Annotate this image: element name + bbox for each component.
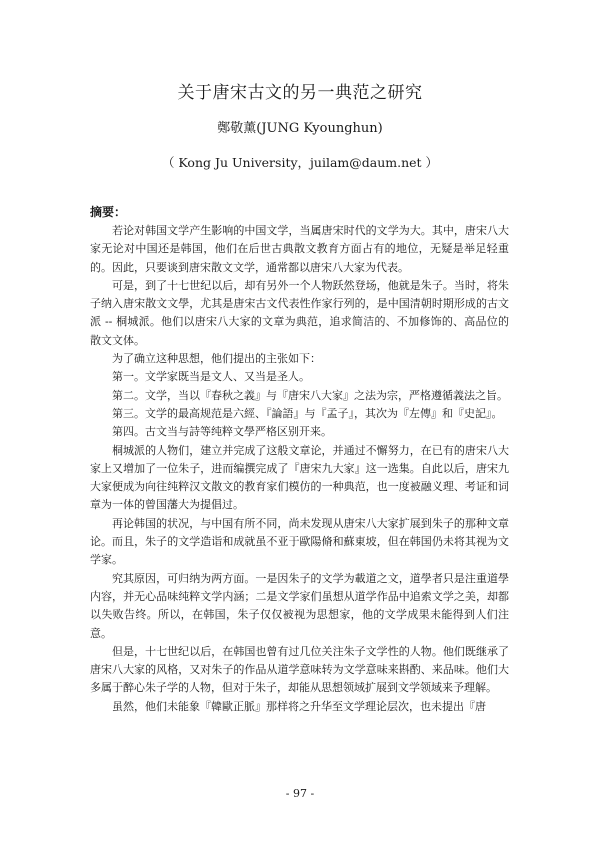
abstract-body — [90, 222, 509, 716]
page-number: - 97 - — [285, 787, 315, 800]
author-name: 鄭敬薰(JUNG Kyounghun) — [217, 121, 383, 136]
abstract-paragraph: 第一。文学家既当是文人、又当是圣人。 — [112, 370, 310, 384]
abstract-paragraph: 再论韩国的状况，与中国有所不同，尚未发现从唐宋八大家扩展到朱子的那种文章论。而且，朱子的文学造诣和成就虽不亚于歐陽脩和蘇東坡，但在韩国仍未将其视为文学家。 — [90, 516, 509, 567]
abstract-paragraph: 虽然，他们未能象『韓歐正脈』那样将之升华至文学理论层次，也未提出『唐 — [112, 699, 486, 713]
abstract-heading: 摘要： — [90, 205, 127, 219]
abstract-paragraph: 若论对韩国文学产生影响的中国文学，当属唐宋时代的文学为大。其中，唐宋八大家无论对中国还是韩国，他们在后世古典散文教育方面占有的地位，无疑是举足轻重的。因此，只要谈到唐宋散文文学，通常都以唐宋八大家为代表。 — [90, 224, 509, 274]
abstract-paragraph: 为了确立这种思想，他们提出的主张如下： — [112, 352, 321, 366]
abstract-paragraph: 但是，十七世纪以后，在韩国也曾有过几位关注朱子文学性的人物。他们既继承了唐宋八大家的风格，又对朱子的作品从道学意味转为文学意味来斟酌、来品味。他们大多属于醉心朱子学的人物，但对于朱子，却能从思想领域扩展到文学领域来予理解。 — [90, 644, 509, 695]
abstract-paragraph: 桐城派的人物们，建立并完成了这般文章论，并通过不懈努力，在已有的唐宋八大家上又增加了一位朱子，进而编撰完成了『唐宋九大家』这一选集。自此以后，唐宋九大家便成为向往纯粹汉文散文的教育家们模仿的一种典范，也一度被融义理、考证和词章为一体的曾国藩大为提倡过。 — [90, 443, 509, 512]
abstract-paragraph: 第四。古文当与詩等纯粹文學严格区别开来。 — [112, 425, 332, 439]
author-affiliation: （ Kong Ju University，juilam@daum.net ） — [161, 155, 439, 170]
abstract-paragraph: 究其原因，可归纳为两方面。一是因朱子的文学为載道之文，道學者只是注重道學内容，并无心品味纯粹文学内涵；二是文学家们虽想从道学作品中追索文学之美，却都以失败告终。所以，在韩国，朱子仅仅被视为思想家，他的文学成果未能得到人们注意。 — [90, 571, 509, 640]
abstract-paragraph: 第二。文学，当以『春秋之義』与『唐宋八大家』之法为宗，严格遵循義法之旨。 — [112, 388, 508, 402]
abstract-paragraph: 第三。文学的最高规范是六經、『論語』与『孟子』，其次为『左傳』和『史記』。 — [112, 406, 503, 420]
abstract-paragraph: 可是，到了十七世纪以后，却有另外一个人物跃然登场，他就是朱子。当时，将朱子纳入唐宋散文文學，尤其是唐宋古文代表性作家行列的，是中国清朝时期形成的古文派 -- 桐城派。他们以唐宋八大家的文章为典范，追求简洁的、不加修饰的、高品位的散文文体。 — [90, 278, 509, 347]
paper-title: 关于唐宋古文的另一典范之研究 — [177, 83, 423, 103]
